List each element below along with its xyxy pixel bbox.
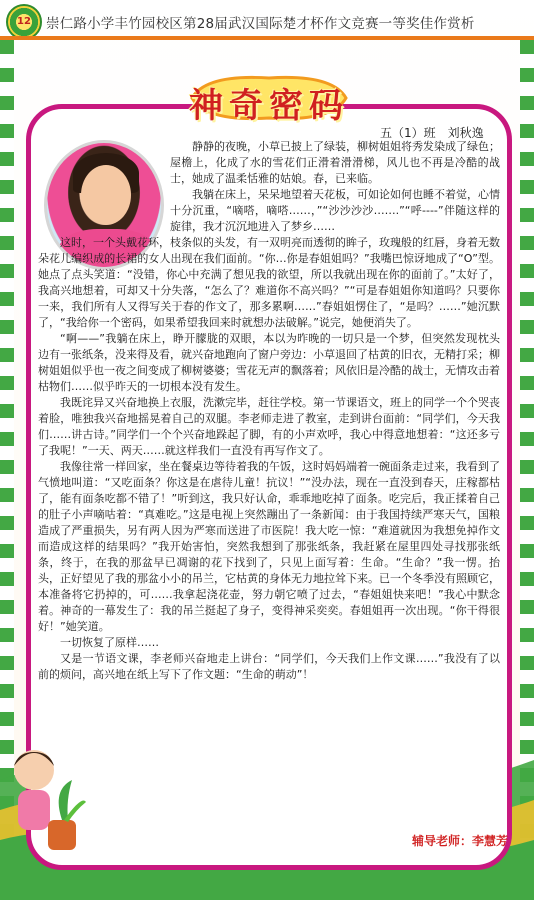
paragraph-6: 我像往常一样回家，坐在餐桌边等待着我的午饭，这时妈妈端着一碗面条走过来，我看到了气愤地叫道：“又吃面条？你这是在虐待儿童！抗议！”“没办法，现在一直没到春天，庄稼都枯了，能有面条吃都不错了！”听到这，我只好认命，乖乖地吃掉了面条。吃完后，我正揉着自己的肚子小声嘀咕着：“真难吃。”这是电视上突然蹦出了一条新闻：由于我国持续严寒天气，国粮造成了严重损失，另有两人因为严寒而送进了市医院！我大吃一惊：“难道就因为我想免掉作文而造成这样的结果吗？”我开始害怕，突然我想到了那张纸条，我赶紧在屋里四处寻找那张纸条，终于，在我的那盆早已凋谢的花下找到了，只见上面写着：生命。“生命？”我一愣。抬头，正好望见了我的那盆小小的吊兰，它枯黄的身体无力地拉耸下来。已一个冬季没有照顾它，本准备将它扔掉的，可……我拿起浇花壶，努力朝它喷了过去，“春姐姐快来吧！”我心中默念着。神奇的一幕发生了：我的吊兰挺起了身子，变得神采奕奕。春姐姐再一次出现。“你干得很好！”她笑道。: [38, 460, 500, 633]
paragraph-2: 我躺在床上，呆呆地望着天花板，可如论如何也睡不着觉，心情十分沉重，“嘀嗒，嘀嗒……，”“沙沙沙沙…….”“呼----”伴随这样的旋律，我才沉沉地进入了梦乡……: [170, 188, 500, 233]
paragraph-8: 又是一节语文课，李老师兴奋地走上讲台：“同学们，今天我们上作文课……”我没有了以前的烦问，高兴地在纸上写下了作文题：“生命的萌动”！: [38, 652, 500, 681]
school-logo: [6, 4, 42, 40]
child-watering-plant-illustration: [2, 740, 88, 890]
tutor-credit: 辅导老师：李慧芳: [412, 834, 509, 848]
author-line: 五（1）班 刘秋逸: [380, 126, 484, 140]
article-body: [38, 139, 500, 683]
paragraph-3: 这时，一个头戴花环，枝条似的头发，有一双明亮而透彻的眸子，玫瑰般的红唇，身着无数朵花儿编织成的长裙的女人出现在我们面前。“你…你是春姐姐吗？”我嘴巴惊讶地成了“O”型。她点了点头笑道：“没错，你心中充满了想见我的欲望，所以我就出现在你的面前了。”太好了，我高兴地想着，可却又十分失落，“怎么了？难道你不高兴吗？”“可是春姐姐你知道吗？只要你一来，我们所有人又得写关于春的作文了，那多累啊……”春姐姐愣住了，“是吗？……”她沉默了，“我给你一个密码，如果希望我回来时就想办法破解。”说完，她便消失了。: [38, 236, 500, 329]
photo-wrap-block: [38, 139, 500, 235]
paragraph-7: 一切恢复了原样……: [60, 636, 159, 649]
logo-text: 12: [17, 16, 31, 27]
paragraph-5: 我既诧异又兴奋地换上衣服，洗漱完毕，赶往学校。第一节课语文，班上的同学一个个哭丧着脸，唯独我兴奋地摇晃着自己的双腿。李老师走进了教室，走到讲台面前：“同学们，今天我们……讲古诗。”同学们一个个兴奋地跺起了脚，有的小声欢呼，我心中得意地想着：“这还多亏了我呢！”一天、两天……就这样我们一直没有再写作文了。: [38, 396, 500, 457]
header-divider: [0, 36, 534, 40]
paragraph-1: 静静的夜晚，小草已披上了绿装，柳树姐姐将秀发染成了绿色；屋檐上，化成了水的雪花们正滑着滑滑梯，风儿也不再是冷酷的战士，她成了温柔恬雅的姑娘。春，已来临。: [170, 140, 500, 185]
paragraph-4: “啊——”我躺在床上，睁开朦胧的双眼，本以为昨晚的一切只是一个梦，但突然发现枕头边有一张纸条，没来得及看，就兴奋地跑向了窗户旁边：小草退回了枯黄的旧衣，无精打采；柳树姐姐似乎也一夜之间变成了柳树婆婆；雪花无声的飘落着；风依旧是冷酷的战士，无情攻击着枯物们……似乎昨天的一切根本没有发生。: [38, 332, 500, 393]
header-title: 崇仁路小学丰竹园校区第28届武汉国际楚才杯作文竞赛一等奖佳作赏析: [46, 16, 475, 32]
header: [0, 0, 534, 46]
article-title: 神奇密码: [189, 86, 349, 126]
